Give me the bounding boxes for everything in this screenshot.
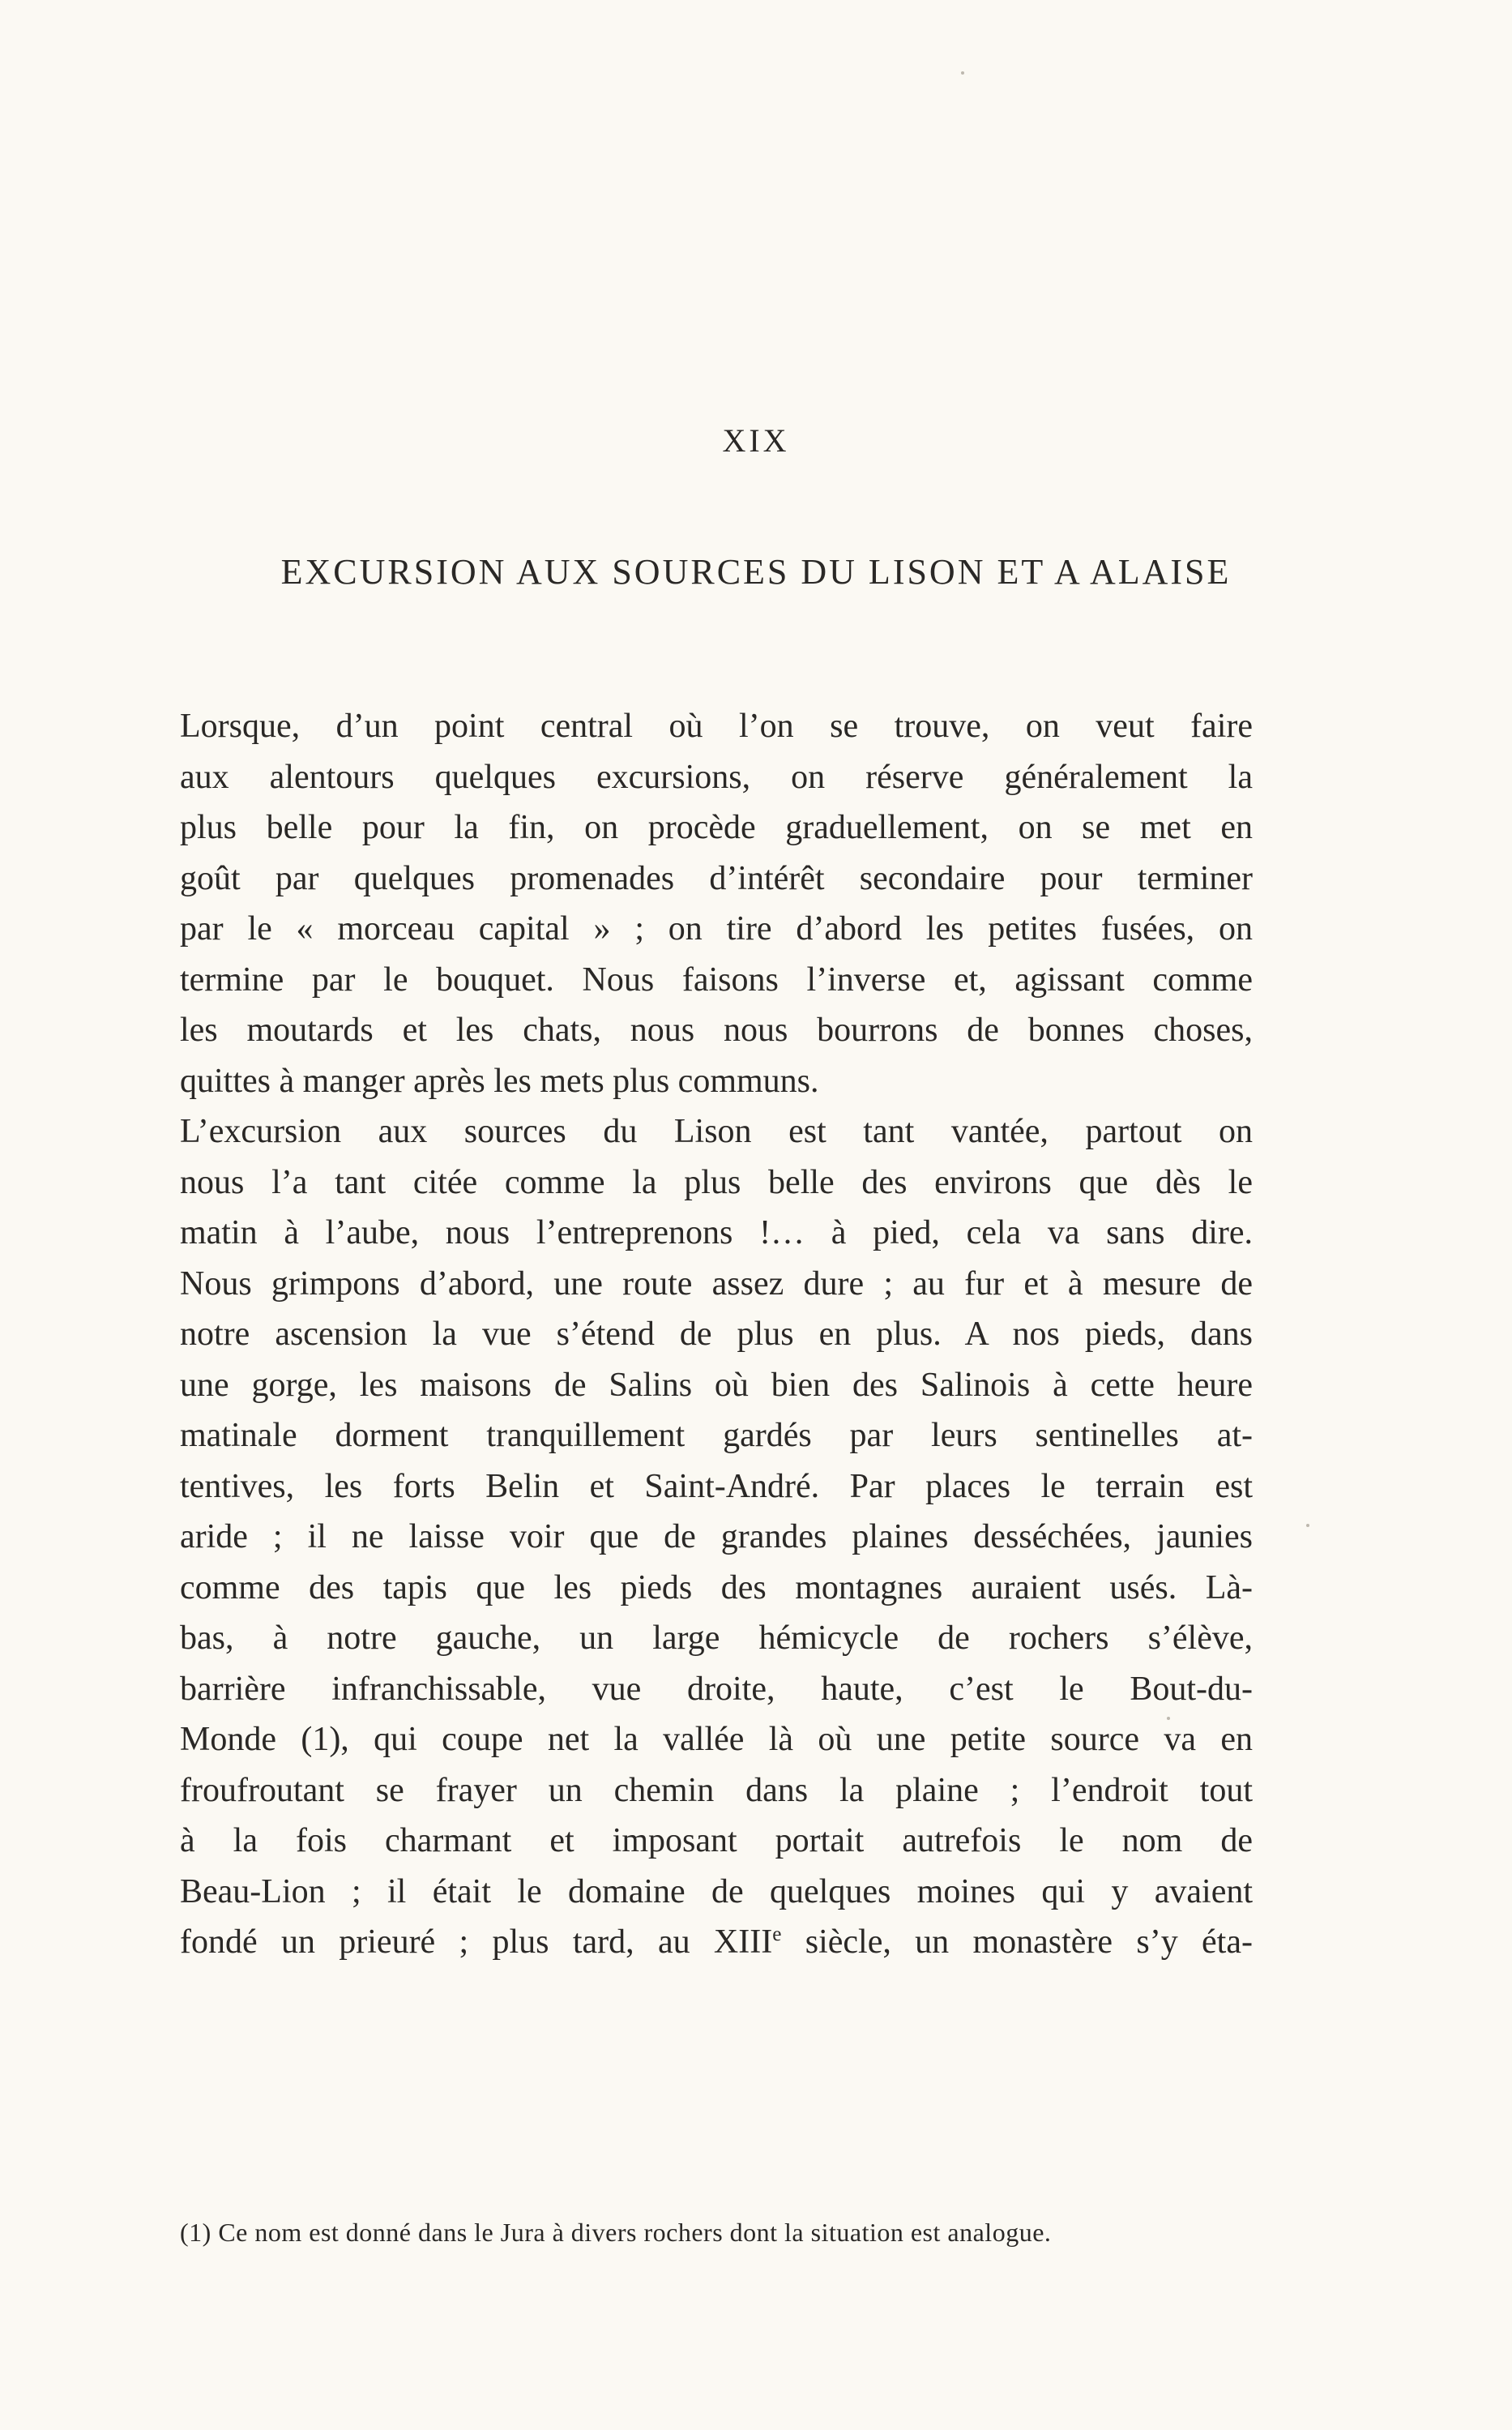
footnote: (1) Ce nom est donné dans le Jura à divers rochers dont la situation est analogue. [180,2218,1052,2247]
text-line: matinale dorment tranquillement gardés par leurs sentinelles at- [180,1417,1253,1454]
text-line: Monde (1), qui coupe net la vallée là où une petite source va en [180,1721,1253,1758]
text-line: aride ; il ne laisse voir que de grandes plaines desséchées, jaunies [180,1518,1253,1555]
text-line: comme des tapis que les pieds des montagnes auraient usés. Là- [180,1568,1253,1606]
text-line: notre ascension la vue s’étend de plus en plus. A nos pieds, dans [180,1316,1253,1353]
text-line: Beau-Lion ; il était le domaine de quelques moines qui y avaient [180,1872,1253,1910]
text-line: aux alentours quelques excursions, on réserve généralement la [180,758,1253,796]
text-line: matin à l’aube, nous l’entreprenons !… à pied, cela va sans dire. [180,1214,1253,1251]
text-line: nous l’a tant citée comme la plus belle des environs que dès le [180,1163,1253,1201]
century-numeral: XIII [713,1923,773,1961]
body-text [180,701,1253,1968]
text-line: bas, à notre gauche, un large hémicycle de rochers s’élève, [180,1619,1253,1657]
paragraph-1 [180,701,1253,1106]
text-line: goût par quelques promenades d’intérêt secondaire pour terminer [180,859,1253,897]
text-line: L’excursion aux sources du Lison est tant vantée, partout on [180,1113,1253,1150]
text-line: Nous grimpons d’abord, une route assez dure ; au fur et à mesure de [180,1264,1253,1303]
text-line: plus belle pour la fin, on procède graduellement, on se met en [180,809,1253,846]
paper-speck [1167,1717,1170,1720]
text-fragment: siècle, un monastère s’y éta- [781,1923,1253,1961]
paper-speck [961,71,964,75]
text-line-last [180,1917,1253,1968]
text-line: termine par le bouquet. Nous faisons l’inverse et, agissant comme [180,960,1253,999]
text-line: froufroutant se frayer un chemin dans la plaine ; l’endroit tout [180,1771,1253,1809]
superscript: e [772,1923,782,1945]
paper-speck [1306,1524,1309,1527]
text-line: par le « morceau capital » ; on tire d’abord les petites fusées, on [180,910,1253,948]
text-fragment: fondé un prieuré ; plus tard, au [180,1923,714,1961]
text-line: tentives, les forts Belin et Saint-André. Par places le terrain est [180,1467,1253,1505]
paragraph-2 [180,1106,1253,1968]
text-line: barrière infranchissable, vue droite, haute, c’est le Bout-du- [180,1670,1253,1708]
text-line: à la fois charmant et imposant portait autrefois le nom de [180,1822,1253,1859]
text-line: Lorsque, d’un point central où l’on se trouve, on veut faire [180,708,1253,745]
text-line: quittes à manger après les mets plus communs. [180,1062,819,1100]
chapter-title: EXCURSION AUX SOURCES DU LISON ET A ALAISE [280,552,1232,592]
text-line: les moutards et les chats, nous nous bourrons de bonnes choses, [180,1012,1253,1049]
chapter-number: XIX [722,422,790,459]
text-line: une gorge, les maisons de Salins où bien des Salinois à cette heure [180,1366,1253,1404]
